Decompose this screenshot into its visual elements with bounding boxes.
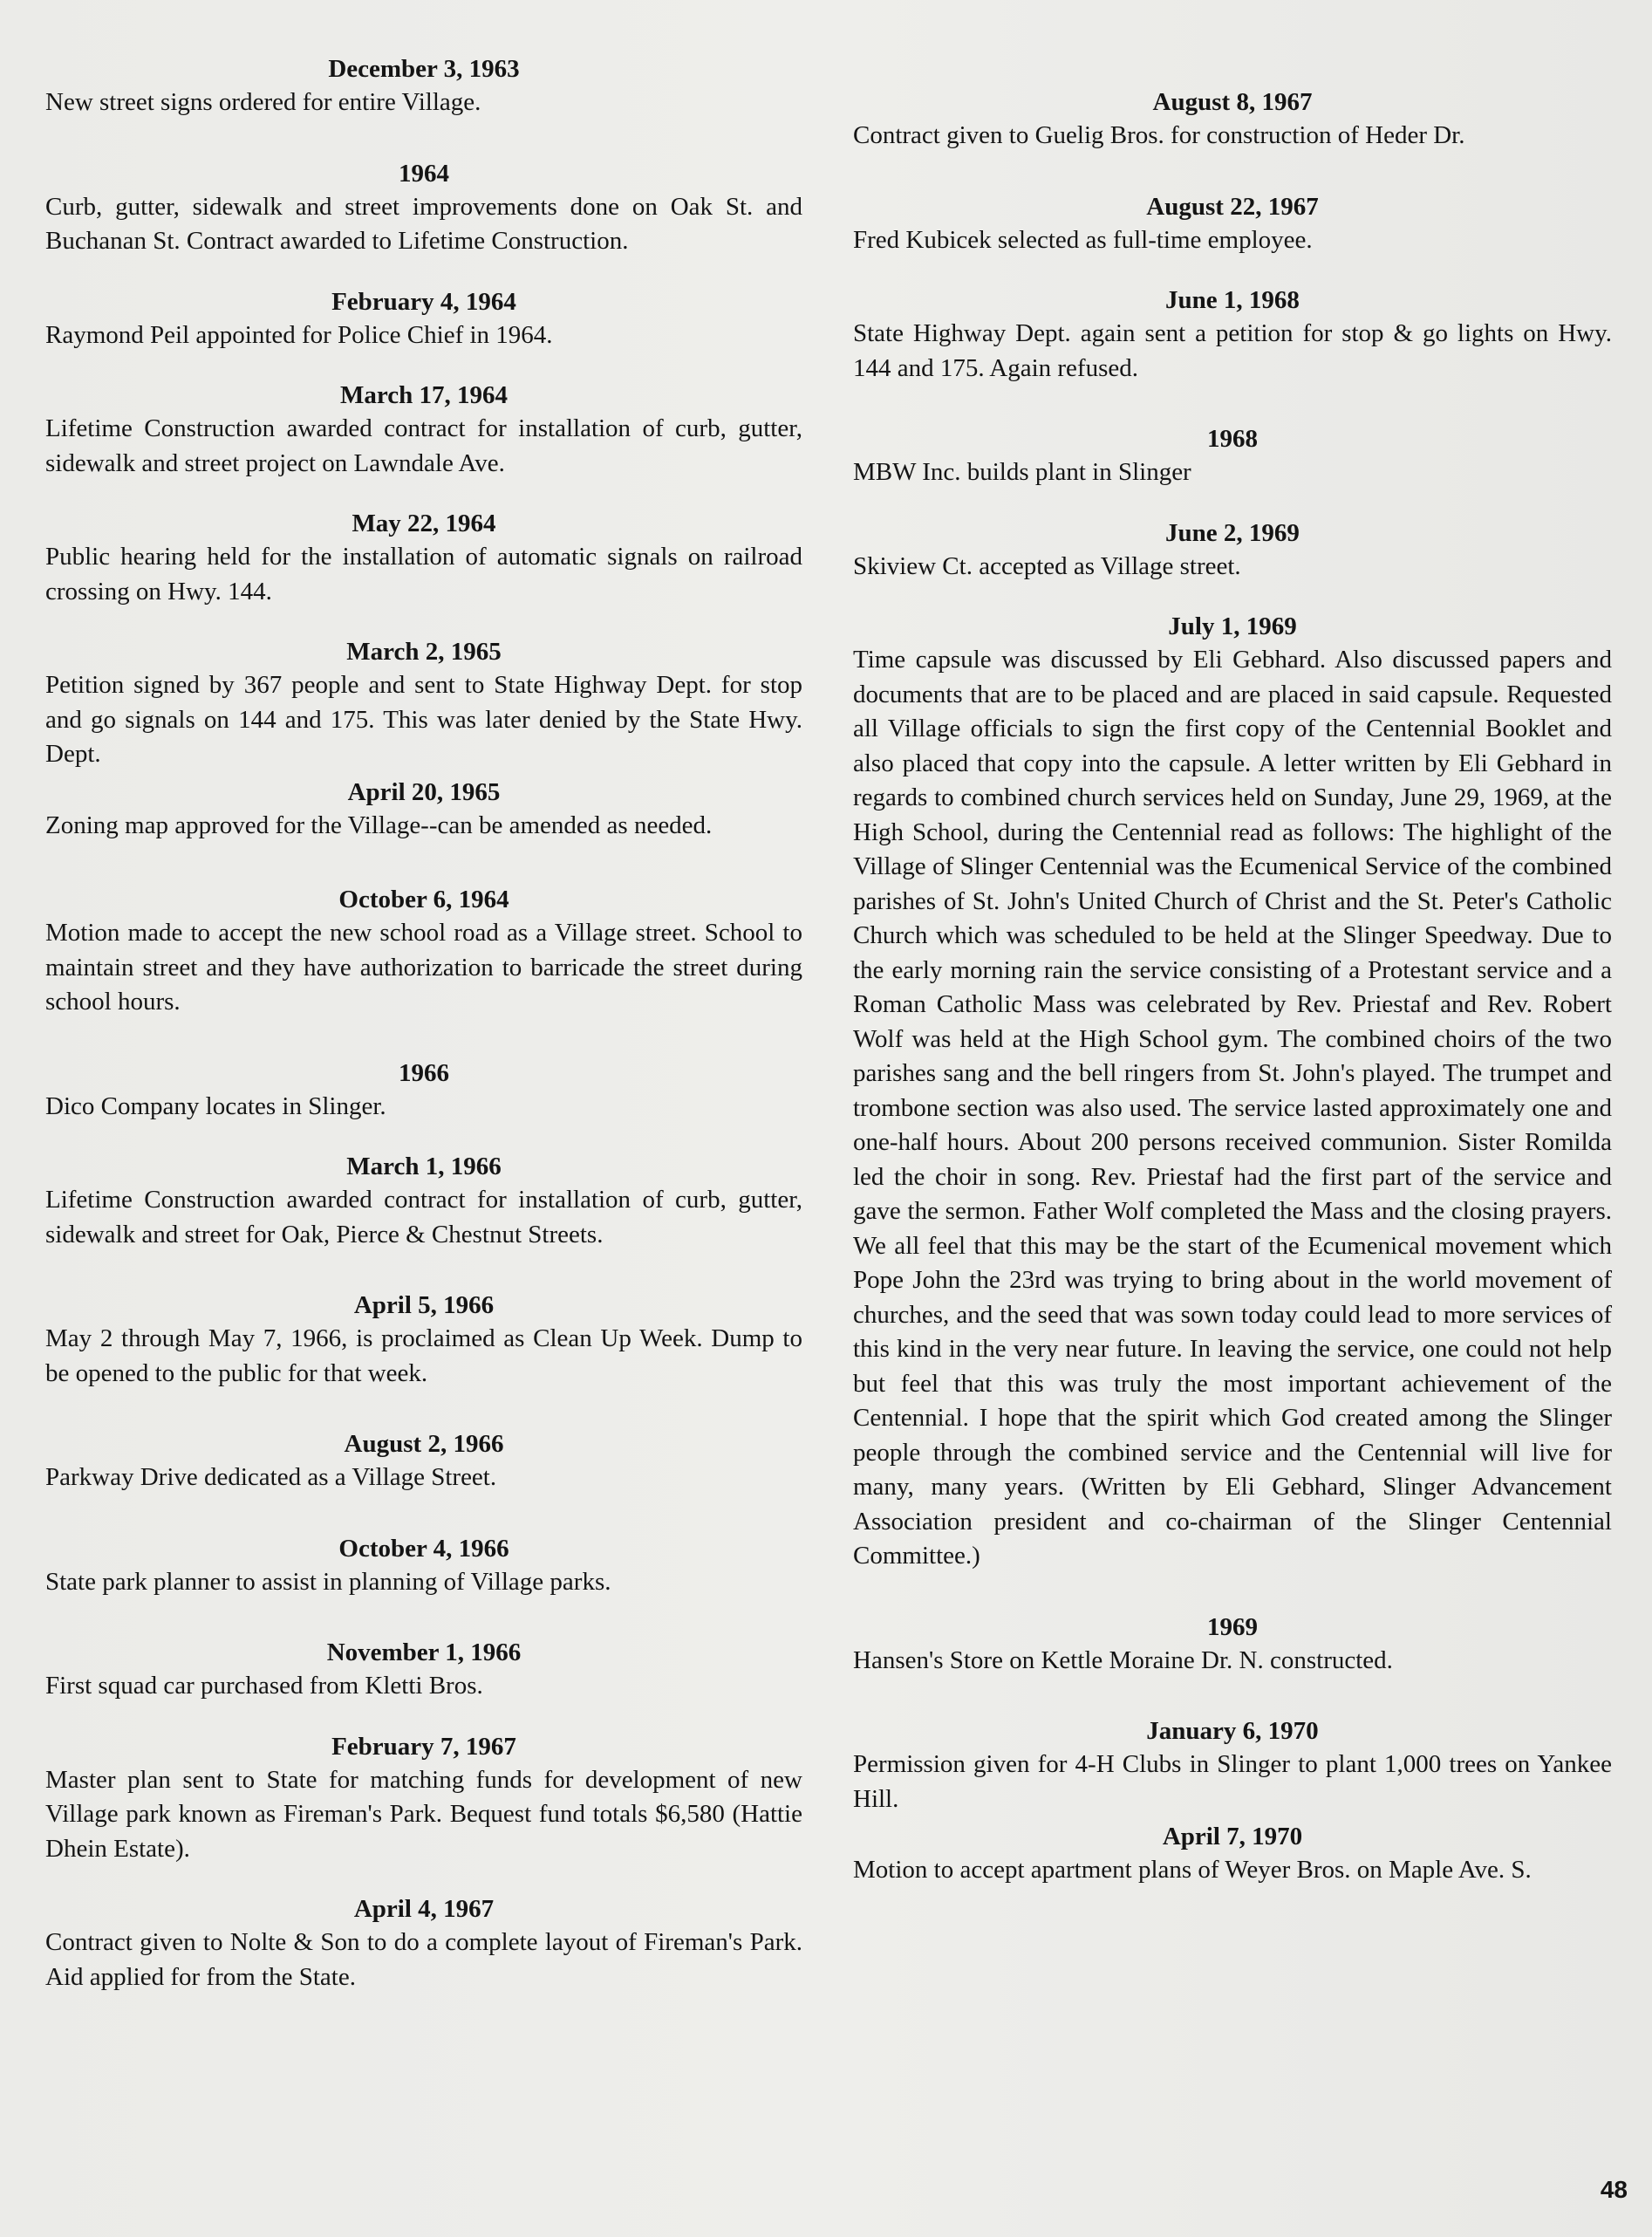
- timeline-entry: [45, 1289, 802, 1391]
- timeline-entry: [45, 1057, 802, 1125]
- timeline-entry: [853, 422, 1612, 490]
- entry-date: June 1, 1968: [1165, 286, 1300, 314]
- entry-text: Contract given to Nolte & Son to do a complete layout of Fireman's Park. Aid applied for from the State.: [45, 1928, 802, 1991]
- entry-date: February 4, 1964: [331, 287, 516, 316]
- entry-text: Parkway Drive dedicated as a Village Street.: [45, 1463, 497, 1491]
- page-number: 48: [1600, 2176, 1628, 2203]
- timeline-entry: [45, 883, 802, 1020]
- entry-text: Contract given to Guelig Bros. for construction of Heder Dr.: [853, 121, 1465, 149]
- entry-date: February 7, 1967: [331, 1732, 516, 1761]
- entry-date: October 4, 1966: [338, 1534, 509, 1563]
- entry-date: January 6, 1970: [1146, 1717, 1319, 1745]
- entry-text: Lifetime Construction awarded contract for installation of curb, gutter, sidewalk and street project on Lawndale Ave.: [45, 414, 802, 477]
- entry-date: March 17, 1964: [340, 381, 508, 409]
- timeline-entry: [45, 1892, 802, 1994]
- timeline-entry: [45, 635, 802, 772]
- entry-text: Hansen's Store on Kettle Moraine Dr. N. constructed.: [853, 1645, 1393, 1674]
- entry-date: March 2, 1965: [346, 638, 502, 666]
- timeline-entry: [45, 1730, 802, 1867]
- entry-text: Public hearing held for the installation of automatic signals on railroad crossing on Hwy. 144.: [45, 543, 802, 605]
- timeline-entry: [853, 516, 1612, 585]
- entry-date: October 6, 1964: [338, 886, 509, 913]
- entry-date: May 22, 1964: [352, 510, 496, 537]
- entry-text: State Highway Dept. again sent a petition for stop & go lights on Hwy. 144 and 175. Again refused.: [853, 319, 1612, 382]
- entry-text: Motion made to accept the new school road as a Village street. School to maintain street and they have authorization to barricade the street during school hours.: [45, 919, 802, 1016]
- entry-text: Permission given for 4-H Clubs in Slinger to plant 1,000 trees on Yankee Hill.: [853, 1750, 1612, 1813]
- left-column: [45, 52, 802, 1994]
- entry-date: April 5, 1966: [353, 1291, 495, 1319]
- entry-date: April 4, 1967: [353, 1895, 495, 1923]
- timeline-entry: [45, 507, 802, 609]
- entry-date: December 3, 1963: [328, 55, 520, 83]
- entry-text: Lifetime Construction awarded contract for installation of curb, gutter, sidewalk and street for Oak, Pierce & Chestnut Streets.: [45, 1186, 802, 1248]
- entry-text: MBW Inc. builds plant in Slinger: [853, 458, 1191, 486]
- timeline-entry: [853, 1820, 1612, 1888]
- entry-text: Time capsule was discussed by Eli Gebhard. Also discussed papers and documents that are to be placed and are placed in said capsule. Requested all Village officials to sign the first copy of the Centennial Booklet and also placed that copy into the capsule. A letter written by Eli Gebhard in regards to combined church services held on Sunday, June 29, 1969, at the High School, during the Centennial read as follows: The highlight of the Village of Slinger Centennial was the Ecumenical Service of the combined parishes of St. John's United Church of Christ and the St. Peter's Catholic Church which was scheduled to be held at the Slinger Speedway. Due to the early morning rain the service consisting of a Protestant service and a Roman Catholic Mass was celebrated by Rev. Priestaf and Rev. Robert Wolf was held at the High School gym. The combined choirs of the two parishes sang and the bell ringers from St. John's played. The trumpet and trombone section was also used. The service lasted approximately one and one-half hours. About 200 persons received communion. Sister Romilda led the choir in song. Rev. Priestaf had the first part of the service and gave the sermon. Father Wolf completed the Mass and the closing prayers. We all feel that this may be the start of the Ecumenical movement which Pope John the 23rd was trying to bring about in the world movement of churches, and the seed that was sown today could lead to more services of this kind in the very near future. In leaving the service, one could not help but feel that this was truly the most important achievement of the Centennial. I hope that the spirit which God created among the Slinger people through the combined service and the Centennial will live for many, many years. (Written by Eli Gebhard, Slinger Advancement Association president and co-chairman of the Slinger Centennial Committee.): [853, 646, 1612, 1570]
- entry-text: May 2 through May 7, 1966, is proclaimed as Clean Up Week. Dump to be opened to the public for that week.: [45, 1324, 802, 1387]
- entry-text: Motion to accept apartment plans of Weyer Bros. on Maple Ave. S.: [853, 1856, 1532, 1884]
- timeline-entry: [853, 86, 1612, 154]
- entry-text: Fred Kubicek selected as full-time employee.: [853, 225, 1313, 254]
- entry-text: First squad car purchased from Kletti Bros.: [45, 1672, 483, 1700]
- entry-text: Raymond Peil appointed for Police Chief in 1964.: [45, 320, 553, 349]
- timeline-entry: [45, 379, 802, 481]
- timeline-entry: [853, 1714, 1612, 1816]
- timeline-entry: [45, 1532, 802, 1600]
- timeline-entry: [45, 1427, 802, 1495]
- timeline-entry: [45, 1636, 802, 1704]
- entry-date: November 1, 1966: [326, 1638, 522, 1666]
- entry-text: Skiview Ct. accepted as Village street.: [853, 551, 1241, 580]
- entry-date: July 1, 1969: [1168, 612, 1297, 640]
- entry-text: Master plan sent to State for matching funds for development of new Village park known as Fireman's Park. Bequest fund totals $6,580 (Hattie Dhein Estate).: [45, 1765, 802, 1863]
- entry-text: New street signs ordered for entire Village.: [45, 88, 481, 116]
- entry-date: 1966: [399, 1058, 449, 1087]
- entry-date: August 2, 1966: [344, 1430, 504, 1458]
- timeline-entry: [853, 190, 1612, 258]
- entry-date: August 22, 1967: [1146, 192, 1319, 221]
- timeline-entry: [45, 157, 802, 259]
- timeline-entry: [45, 1150, 802, 1252]
- right-column: [853, 86, 1612, 1888]
- timeline-entry: [45, 776, 802, 844]
- timeline-entry: [853, 284, 1612, 386]
- timeline-entry: [45, 285, 802, 353]
- entry-date: June 2, 1969: [1165, 518, 1300, 547]
- entry-text: Curb, gutter, sidewalk and street improvements done on Oak St. and Buchanan St. Contract awarded to Lifetime Construction.: [45, 192, 802, 255]
- entry-text: Petition signed by 367 people and sent to State Highway Dept. for stop and go signals on 144 and 175. This was later denied by the State Hwy. Dept.: [45, 671, 802, 768]
- entry-date: 1968: [1207, 425, 1258, 453]
- timeline-entry: [45, 52, 802, 120]
- entry-text: Zoning map approved for the Village--can be amended as needed.: [45, 811, 713, 839]
- timeline-entry: [853, 610, 1612, 1574]
- timeline-entry: [853, 1611, 1612, 1679]
- entry-date: April 7, 1970: [1162, 1823, 1303, 1850]
- entry-text: Dico Company locates in Slinger.: [45, 1091, 386, 1120]
- entry-date: August 8, 1967: [1152, 88, 1313, 116]
- entry-date: April 20, 1965: [347, 777, 501, 806]
- entry-text: State park planner to assist in planning of Village parks.: [45, 1567, 611, 1596]
- entry-date: 1964: [399, 159, 449, 188]
- entry-date: 1969: [1207, 1612, 1258, 1641]
- entry-date: March 1, 1966: [346, 1153, 502, 1180]
